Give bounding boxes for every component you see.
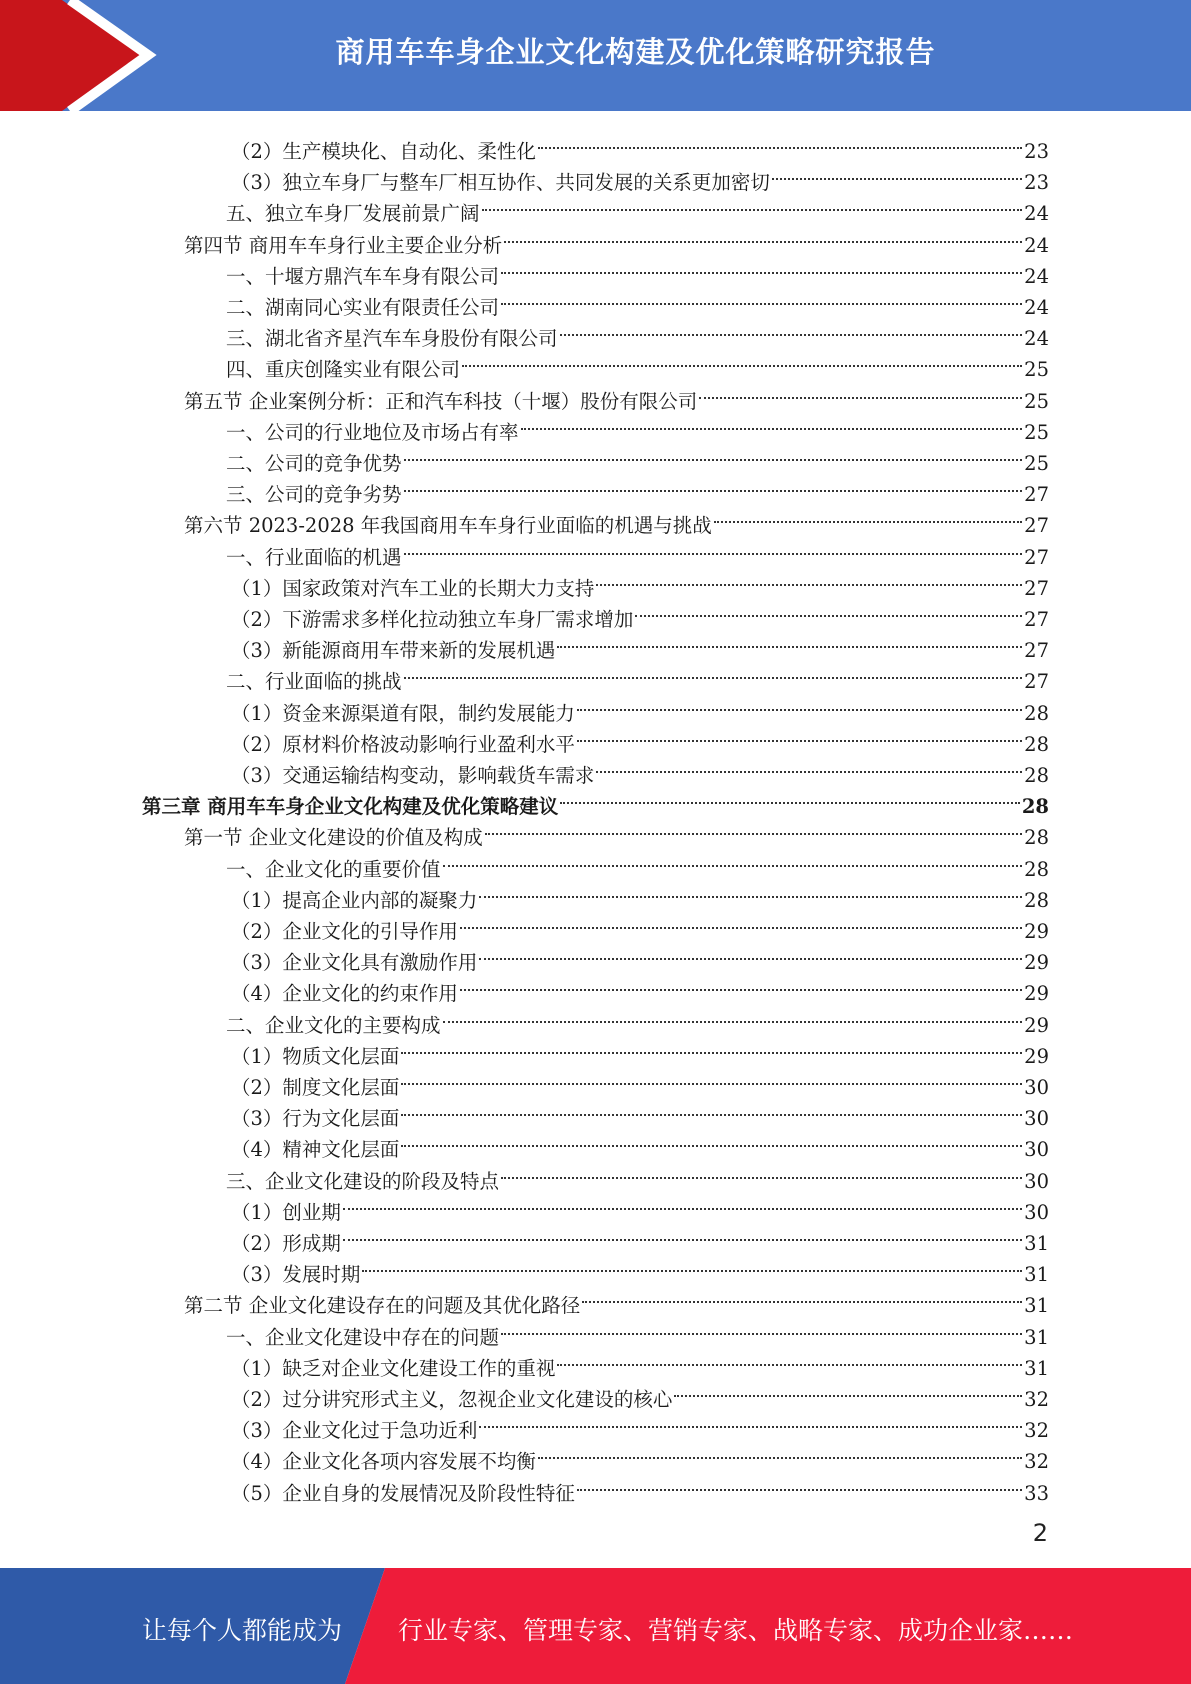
toc-entry-title: 三、公司的竞争劣势 xyxy=(226,483,402,506)
toc-entry-page: 32 xyxy=(1024,1388,1049,1411)
toc-entry-title: 五、独立车身厂发展前景广阔 xyxy=(226,202,480,225)
toc-entry[interactable] xyxy=(231,720,1049,756)
toc-entry-page: 27 xyxy=(1024,639,1049,662)
toc-entry[interactable] xyxy=(226,314,1049,350)
toc-entry[interactable] xyxy=(231,876,1049,912)
toc-entry-page: 29 xyxy=(1024,1045,1049,1068)
toc-entry-page: 24 xyxy=(1024,234,1049,257)
toc-entry-page: 31 xyxy=(1024,1294,1049,1317)
toc-entry[interactable] xyxy=(226,1313,1049,1349)
toc-entry-page: 24 xyxy=(1024,202,1049,225)
toc-dot-leader xyxy=(714,501,1022,532)
toc-entry[interactable] xyxy=(231,1469,1049,1505)
toc-entry-title: 第四节 商用车车身行业主要企业分析 xyxy=(184,234,503,257)
toc-dot-leader xyxy=(443,1001,1023,1032)
toc-entry-title: （4）企业文化各项内容发展不均衡 xyxy=(231,1450,536,1473)
toc-entry-page: 31 xyxy=(1024,1326,1049,1349)
toc-dot-leader xyxy=(557,1344,1022,1375)
toc-dot-leader xyxy=(577,1469,1022,1500)
toc-entry-title: 二、湖南同心实业有限责任公司 xyxy=(226,296,500,319)
toc-entry-page: 23 xyxy=(1024,140,1049,163)
toc-dot-leader xyxy=(501,252,1022,283)
toc-entry[interactable] xyxy=(231,127,1049,163)
toc-entry[interactable] xyxy=(231,1375,1049,1411)
toc-entry[interactable] xyxy=(226,533,1049,569)
toc-entry-title: 二、行业面临的挑战 xyxy=(226,670,402,693)
toc-dot-leader xyxy=(582,1281,1022,1312)
toc-dot-leader xyxy=(521,408,1023,439)
toc-entry[interactable] xyxy=(231,1125,1049,1161)
toc-dot-leader xyxy=(501,1157,1022,1188)
toc-entry[interactable] xyxy=(231,564,1049,600)
toc-entry-title: （4）企业文化的约束作用 xyxy=(231,982,458,1005)
toc-entry[interactable] xyxy=(226,1157,1049,1193)
toc-dot-leader xyxy=(479,938,1022,969)
toc-entry[interactable] xyxy=(226,345,1049,381)
toc-dot-leader xyxy=(401,1063,1022,1094)
toc-entry[interactable] xyxy=(231,907,1049,943)
toc-entry-title: （1）提高企业内部的凝聚力 xyxy=(231,889,478,912)
report-title: 商用车车身企业文化构建及优化策略研究报告 xyxy=(335,35,936,69)
toc-entry[interactable] xyxy=(231,1063,1049,1099)
toc-entry-page: 30 xyxy=(1024,1138,1049,1161)
toc-dot-leader xyxy=(460,969,1022,1000)
toc-entry[interactable] xyxy=(226,189,1049,225)
toc-entry-page: 28 xyxy=(1024,826,1049,849)
toc-dot-leader xyxy=(560,314,1023,345)
toc-dot-leader xyxy=(343,1219,1022,1250)
toc-entry-title: （2）过分讲究形式主义，忽视企业文化建设的核心 xyxy=(231,1388,673,1411)
page-number: 2 xyxy=(1032,1519,1048,1547)
toc-entry-page: 24 xyxy=(1024,265,1049,288)
toc-entry-page: 27 xyxy=(1024,670,1049,693)
toc-entry-title: （2）生产模块化、自动化、柔性化 xyxy=(231,140,536,163)
toc-dot-leader xyxy=(462,345,1022,376)
toc-entry-page: 28 xyxy=(1024,702,1049,725)
toc-dot-leader xyxy=(362,1250,1022,1281)
toc-entry-title: 一、十堰方鼎汽车车身有限公司 xyxy=(226,265,500,288)
footer-slogan-right: 行业专家、管理专家、营销专家、战略专家、成功企业家…… xyxy=(398,1616,1074,1645)
toc-dot-leader xyxy=(538,1437,1022,1468)
toc-entry[interactable] xyxy=(231,938,1049,974)
toc-entry-title: 第二节 企业文化建设存在的问题及其优化路径 xyxy=(184,1294,581,1317)
toc-entry-title: （3）交通运输结构变动，影响载货车需求 xyxy=(231,764,595,787)
toc-dot-leader xyxy=(479,1406,1022,1437)
toc-entry-page: 29 xyxy=(1024,1014,1049,1037)
toc-entry[interactable] xyxy=(226,1001,1049,1037)
toc-entry-title: 一、企业文化的重要价值 xyxy=(226,858,441,881)
toc-entry-page: 31 xyxy=(1024,1232,1049,1255)
toc-dot-leader xyxy=(479,876,1022,907)
toc-entry[interactable] xyxy=(184,377,1049,413)
toc-entry-title: 二、公司的竞争优势 xyxy=(226,452,402,475)
toc-entry-title: （3）发展时期 xyxy=(231,1263,361,1286)
page-footer xyxy=(0,1568,1191,1684)
toc-entry-page: 28 xyxy=(1024,733,1049,756)
toc-entry-page: 27 xyxy=(1024,608,1049,631)
toc-entry[interactable] xyxy=(184,501,1049,537)
toc-entry-page: 27 xyxy=(1024,577,1049,600)
toc-entry-page: 31 xyxy=(1024,1263,1049,1286)
toc-dot-leader xyxy=(674,1375,1022,1406)
toc-entry-page: 27 xyxy=(1024,514,1049,537)
toc-entry-page: 23 xyxy=(1024,171,1049,194)
toc-entry[interactable] xyxy=(231,751,1049,787)
toc-entry-page: 32 xyxy=(1024,1450,1049,1473)
toc-entry[interactable] xyxy=(231,1344,1049,1380)
toc-entry-title: （3）企业文化过于急功近利 xyxy=(231,1419,478,1442)
toc-dot-leader xyxy=(577,689,1022,720)
toc-entry-page: 28 xyxy=(1021,795,1049,818)
toc-entry-page: 25 xyxy=(1024,358,1049,381)
toc-entry-title: （3）新能源商用车带来新的发展机遇 xyxy=(231,639,556,662)
toc-entry-title: 一、公司的行业地位及市场占有率 xyxy=(226,421,519,444)
toc-dot-leader xyxy=(401,1094,1022,1125)
toc-entry-page: 30 xyxy=(1024,1201,1049,1224)
toc-entry-page: 28 xyxy=(1024,858,1049,881)
toc-entry[interactable] xyxy=(184,221,1049,257)
toc-dot-leader xyxy=(635,595,1022,626)
toc-entry-page: 27 xyxy=(1024,546,1049,569)
toc-entry[interactable] xyxy=(231,1032,1049,1068)
toc-entry[interactable] xyxy=(226,252,1049,288)
toc-entry-title: （1）资金来源渠道有限，制约发展能力 xyxy=(231,702,575,725)
toc-entry[interactable] xyxy=(226,283,1049,319)
toc-entry-page: 30 xyxy=(1024,1076,1049,1099)
toc-entry-page: 25 xyxy=(1024,421,1049,444)
toc-dot-leader xyxy=(404,533,1023,564)
toc-entry-title: （1）物质文化层面 xyxy=(231,1045,400,1068)
toc-entry-page: 33 xyxy=(1024,1482,1049,1505)
toc-entry-title: （2）形成期 xyxy=(231,1232,341,1255)
toc-entry[interactable] xyxy=(142,782,1049,818)
toc-dot-leader xyxy=(772,158,1022,189)
toc-dot-leader xyxy=(401,1125,1022,1156)
toc-entry-page: 32 xyxy=(1024,1419,1049,1442)
toc-entry[interactable] xyxy=(231,1437,1049,1473)
toc-entry-title: （2）下游需求多样化拉动独立车身厂需求增加 xyxy=(231,608,634,631)
toc-entry[interactable] xyxy=(231,1188,1049,1224)
footer-slogan-left: 让每个人都能成为 xyxy=(142,1616,343,1645)
toc-dot-leader xyxy=(557,626,1022,657)
toc-entry-title: （2）制度文化层面 xyxy=(231,1076,400,1099)
toc-dot-leader xyxy=(560,782,1020,813)
toc-entry-page: 28 xyxy=(1024,889,1049,912)
toc-entry-page: 31 xyxy=(1024,1357,1049,1380)
toc-entry-title: 第六节 2023-2028 年我国商用车车身行业面临的机遇与挑战 xyxy=(184,514,712,537)
toc-entry[interactable] xyxy=(231,1094,1049,1130)
toc-entry[interactable] xyxy=(226,439,1049,475)
toc-entry-title: 三、湖北省齐星汽车车身股份有限公司 xyxy=(226,327,558,350)
toc-entry[interactable] xyxy=(231,969,1049,1005)
toc-entry[interactable] xyxy=(231,689,1049,725)
toc-entry-title: （4）精神文化层面 xyxy=(231,1138,400,1161)
toc-entry-title: （2）原材料价格波动影响行业盈利水平 xyxy=(231,733,575,756)
toc-entry[interactable] xyxy=(231,1219,1049,1255)
toc-entry-title: （5）企业自身的发展情况及阶段性特征 xyxy=(231,1482,575,1505)
toc-entry-page: 27 xyxy=(1024,483,1049,506)
toc-entry[interactable] xyxy=(231,595,1049,631)
toc-entry-page: 30 xyxy=(1024,1107,1049,1130)
toc-dot-leader xyxy=(501,283,1022,314)
toc-entry[interactable] xyxy=(231,1406,1049,1442)
toc-entry-page: 25 xyxy=(1024,390,1049,413)
toc-entry-title: 第一节 企业文化建设的价值及构成 xyxy=(184,826,483,849)
toc-entry-title: （3）企业文化具有激励作用 xyxy=(231,951,478,974)
toc-dot-leader xyxy=(577,720,1022,751)
toc-dot-leader xyxy=(699,377,1022,408)
toc-entry[interactable] xyxy=(226,657,1049,693)
toc-entry-page: 30 xyxy=(1024,1170,1049,1193)
toc-entry-title: 二、企业文化的主要构成 xyxy=(226,1014,441,1037)
toc-dot-leader xyxy=(343,1188,1022,1219)
toc-entry-title: 三、企业文化建设的阶段及特点 xyxy=(226,1170,500,1193)
toc-dot-leader xyxy=(460,907,1022,938)
toc-entry-page: 24 xyxy=(1024,327,1049,350)
toc-entry[interactable] xyxy=(226,470,1049,506)
toc-dot-leader xyxy=(404,470,1023,501)
toc-entry-title: （3）行为文化层面 xyxy=(231,1107,400,1130)
toc-dot-leader xyxy=(401,1032,1022,1063)
toc-entry-title: （3）独立车身厂与整车厂相互协作、共同发展的关系更加密切 xyxy=(231,171,770,194)
toc-entry-page: 29 xyxy=(1024,982,1049,1005)
toc-dot-leader xyxy=(404,439,1023,470)
toc-dot-leader xyxy=(501,1313,1022,1344)
toc-entry[interactable] xyxy=(226,845,1049,881)
toc-entry-page: 28 xyxy=(1024,764,1049,787)
toc-entry[interactable] xyxy=(231,626,1049,662)
toc-entry-title: 四、重庆创隆实业有限公司 xyxy=(226,358,461,381)
toc-entry-title: 一、行业面临的机遇 xyxy=(226,546,402,569)
toc-dot-leader xyxy=(596,564,1022,595)
toc-dot-leader xyxy=(538,127,1022,158)
toc-dot-leader xyxy=(443,845,1023,876)
toc-dot-leader xyxy=(504,221,1022,252)
toc-entry-title: 第三章 商用车车身企业文化构建及优化策略建议 xyxy=(142,795,559,818)
toc-entry-page: 29 xyxy=(1024,951,1049,974)
toc-entry-page: 24 xyxy=(1024,296,1049,319)
toc-entry-title: （1）创业期 xyxy=(231,1201,341,1224)
toc-entry[interactable] xyxy=(184,813,1049,849)
toc-entry-title: （2）企业文化的引导作用 xyxy=(231,920,458,943)
toc-dot-leader xyxy=(485,813,1022,844)
toc-entry[interactable] xyxy=(231,1250,1049,1286)
toc-dot-leader xyxy=(596,751,1022,782)
toc-entry-page: 29 xyxy=(1024,920,1049,943)
toc-entry[interactable] xyxy=(226,408,1049,444)
toc-dot-leader xyxy=(404,657,1023,688)
toc-entry-title: （1）缺乏对企业文化建设工作的重视 xyxy=(231,1357,556,1380)
toc-entry-title: 一、企业文化建设中存在的问题 xyxy=(226,1326,500,1349)
toc-dot-leader xyxy=(482,189,1023,220)
toc-entry-title: （1）国家政策对汽车工业的长期大力支持 xyxy=(231,577,595,600)
page-header xyxy=(0,0,1191,111)
toc-entry-page: 25 xyxy=(1024,452,1049,475)
toc-entry[interactable] xyxy=(184,1281,1049,1317)
toc-entry[interactable] xyxy=(231,158,1049,194)
toc-entry-title: 第五节 企业案例分析：正和汽车科技（十堰）股份有限公司 xyxy=(184,390,698,413)
